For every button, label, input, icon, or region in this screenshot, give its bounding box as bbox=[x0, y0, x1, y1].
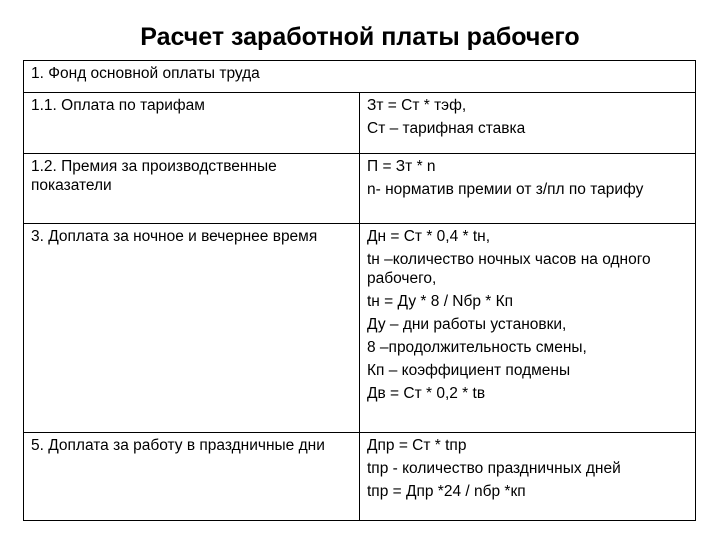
table-row bbox=[24, 433, 696, 521]
formula-line: 8 –продолжительность смены, bbox=[367, 339, 587, 356]
row-label: 3. Доплата за ночное и вечернее время bbox=[24, 224, 360, 433]
row-formula bbox=[360, 224, 696, 433]
table-row bbox=[24, 93, 696, 154]
formula-line: n- норматив премии от з/пл по тарифу bbox=[367, 181, 644, 198]
formula-line: Дн = Ст * 0,4 * tн, bbox=[367, 228, 491, 245]
table-row bbox=[24, 224, 696, 433]
row-label: 1.1. Оплата по тарифам bbox=[24, 93, 360, 154]
row-formula bbox=[360, 93, 696, 154]
row-label: 1.2. Премия за производственные показатели bbox=[24, 154, 360, 224]
header-cell: 1. Фонд основной оплаты труда bbox=[24, 61, 696, 93]
table-row bbox=[24, 154, 696, 224]
table-header-row bbox=[24, 61, 696, 93]
formula-line: tн –количество ночных часов на одного рабочего, bbox=[367, 251, 651, 287]
formula-line: Дпр = Ст * tпр bbox=[367, 437, 467, 454]
formula-line: Ст – тарифная ставка bbox=[367, 120, 526, 137]
row-formula bbox=[360, 154, 696, 224]
salary-table bbox=[23, 60, 696, 521]
formula-line: П = Зт * n bbox=[367, 158, 436, 175]
formula-line: tн = Ду * 8 / Nбр * Кп bbox=[367, 293, 514, 310]
formula-line: Дв = Ст * 0,2 * tв bbox=[367, 385, 486, 402]
formula-line: Зт = Ст * тэф, bbox=[367, 97, 467, 114]
formula-line: Кп – коэффициент подмены bbox=[367, 362, 571, 379]
row-formula bbox=[360, 433, 696, 521]
formula-line: tпр = Дпр *24 / nбр *кп bbox=[367, 483, 526, 500]
formula-line: tпр - количество праздничных дней bbox=[367, 460, 621, 477]
row-label: 5. Доплата за работу в праздничные дни bbox=[24, 433, 360, 521]
page-title: Расчет заработной платы рабочего bbox=[140, 23, 580, 51]
formula-line: Ду – дни работы установки, bbox=[367, 316, 567, 333]
